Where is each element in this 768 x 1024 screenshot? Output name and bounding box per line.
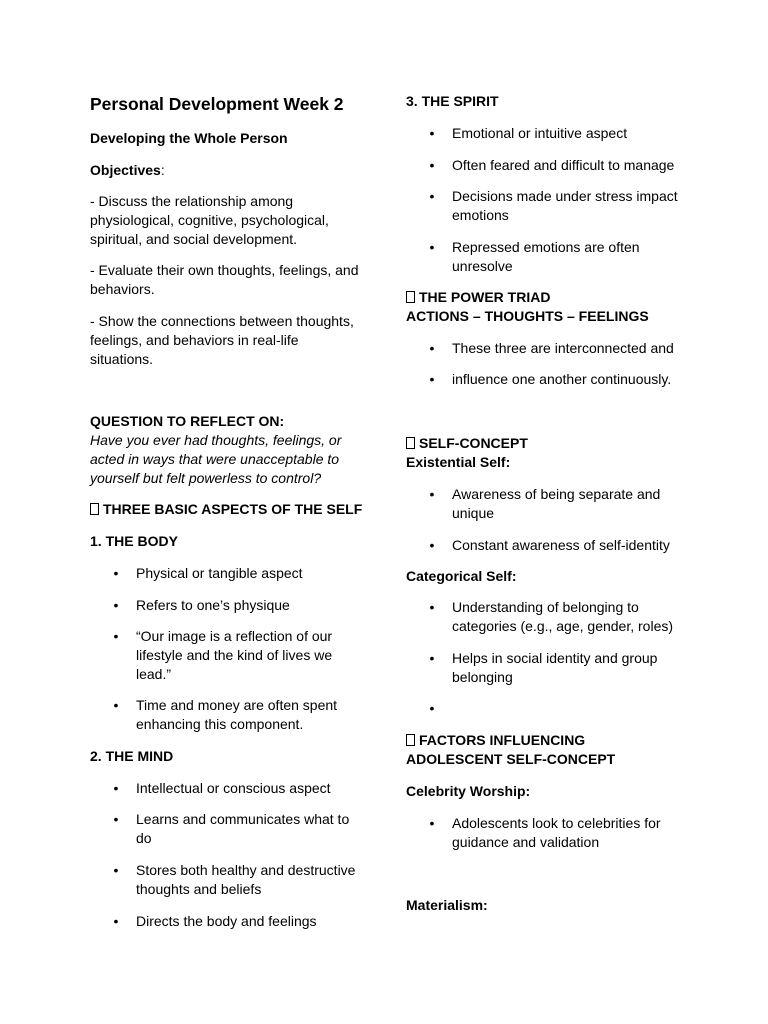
self-concept-heading — [406, 434, 696, 453]
bullet-icon: • — [113, 597, 119, 613]
aspects-heading — [90, 500, 365, 519]
missing-glyph-icon — [406, 437, 415, 449]
list-item-text: Emotional or intuitive aspect — [452, 125, 628, 141]
page-subtitle: Developing the Whole Person — [90, 130, 288, 146]
list-item — [90, 564, 365, 583]
bullet-icon: • — [429, 340, 435, 356]
list-item — [406, 485, 696, 523]
list-item-text: “Our image is a reflection of our lifestyle and the kind of lives we lead.” — [136, 628, 333, 682]
objectives-heading — [90, 161, 365, 180]
bullet-icon: • — [113, 811, 119, 827]
list-item — [406, 536, 696, 555]
bullet-icon: • — [429, 650, 435, 666]
reflect-question: Have you ever had thoughts, feelings, or acted in ways that were unacceptable to yourself but felt powerless to control? — [90, 432, 342, 486]
list-item-text: Helps in social identity and group belonging — [452, 650, 658, 685]
list-item — [90, 779, 365, 798]
bullet-icon: • — [429, 486, 435, 502]
bullet-icon: • — [429, 599, 435, 615]
list-item-text: Time and money are often spent enhancing this component. — [136, 697, 338, 732]
bullet-icon: • — [429, 125, 435, 141]
power-triad-heading-text: THE POWER TRIAD — [419, 289, 551, 305]
list-item — [90, 810, 365, 848]
objective-item: - Evaluate their own thoughts, feelings, and behaviors. — [90, 262, 359, 297]
objective-item: - Discuss the relationship among physiological, cognitive, psychological, spiritual, and social development. — [90, 193, 329, 247]
list-item — [406, 187, 696, 225]
factors-heading — [406, 731, 696, 750]
list-item-text: Understanding of belonging to categories (e.g., age, gender, roles) — [452, 599, 674, 634]
factors-heading-line2: ADOLESCENT SELF-CONCEPT — [406, 751, 616, 767]
page-title: Personal Development Week 2 — [90, 94, 344, 114]
aspects-heading-text: THREE BASIC ASPECTS OF THE SELF — [103, 501, 363, 517]
celebrity-worship-heading: Celebrity Worship: — [406, 783, 531, 799]
objective-item: - Show the connections between thoughts, feelings, and behaviors in real-life situations. — [90, 313, 354, 367]
bullet-icon: • — [429, 239, 435, 255]
list-item-text: Adolescents look to celebrities for guidance and validation — [452, 815, 661, 850]
bullet-icon: • — [113, 780, 119, 796]
list-item-text: Refers to one’s physique — [136, 597, 290, 613]
bullet-icon: • — [113, 697, 119, 713]
materialism-heading: Materialism: — [406, 897, 488, 913]
missing-glyph-icon — [406, 734, 415, 746]
list-item — [90, 696, 365, 734]
list-item — [406, 339, 696, 358]
bullet-icon: • — [429, 371, 435, 387]
list-item-text: Stores both healthy and destructive thoughts and beliefs — [136, 862, 356, 897]
self-concept-heading-text: SELF-CONCEPT — [419, 435, 528, 451]
objectives-colon: : — [160, 162, 165, 178]
list-item-text: Often feared and difficult to manage — [452, 157, 675, 173]
list-item-text: Awareness of being separate and unique — [452, 486, 661, 521]
objectives-heading-text: Objectives — [90, 162, 161, 178]
power-triad-subheading: ACTIONS – THOUGHTS – FEELINGS — [406, 308, 649, 324]
bullet-icon: • — [429, 537, 435, 553]
bullet-icon: • — [113, 565, 119, 581]
list-item — [406, 238, 696, 276]
list-item — [406, 598, 696, 636]
list-item-text: influence one another continuously. — [452, 371, 672, 387]
list-item — [406, 156, 696, 175]
bullet-icon: • — [429, 815, 435, 831]
list-item — [90, 861, 365, 899]
spirit-heading: 3. THE SPIRIT — [406, 93, 499, 109]
list-item — [406, 814, 696, 852]
list-item-text: Learns and communicates what to do — [136, 811, 350, 846]
body-heading: 1. THE BODY — [90, 533, 178, 549]
list-item-text: Intellectual or conscious aspect — [136, 780, 331, 796]
bullet-icon: • — [113, 913, 119, 929]
bullet-icon: • — [429, 188, 435, 204]
list-item-text: Decisions made under stress impact emotions — [452, 188, 678, 223]
bullet-icon: • — [113, 628, 119, 644]
missing-glyph-icon — [406, 291, 415, 303]
list-item — [90, 912, 365, 931]
list-item — [90, 596, 365, 615]
mind-heading: 2. THE MIND — [90, 748, 174, 764]
list-item-text: Repressed emotions are often unresolve — [452, 239, 640, 274]
list-item-text: Directs the body and feelings — [136, 913, 317, 929]
list-item — [90, 627, 365, 684]
list-item — [406, 370, 696, 389]
list-item — [406, 649, 696, 687]
reflect-heading: QUESTION TO REFLECT ON: — [90, 413, 285, 429]
list-item — [406, 124, 696, 143]
list-item-text: These three are interconnected and — [452, 340, 674, 356]
power-triad-heading — [406, 288, 696, 307]
categorical-self-heading: Categorical Self: — [406, 568, 517, 584]
bullet-icon: • — [429, 700, 435, 716]
list-item-text: Physical or tangible aspect — [136, 565, 303, 581]
existential-self-heading: Existential Self: — [406, 454, 511, 470]
missing-glyph-icon — [90, 503, 99, 515]
bullet-icon: • — [113, 862, 119, 878]
list-item-text: Constant awareness of self-identity — [452, 537, 670, 553]
factors-heading-text: FACTORS INFLUENCING — [419, 732, 586, 748]
bullet-icon: • — [429, 157, 435, 173]
